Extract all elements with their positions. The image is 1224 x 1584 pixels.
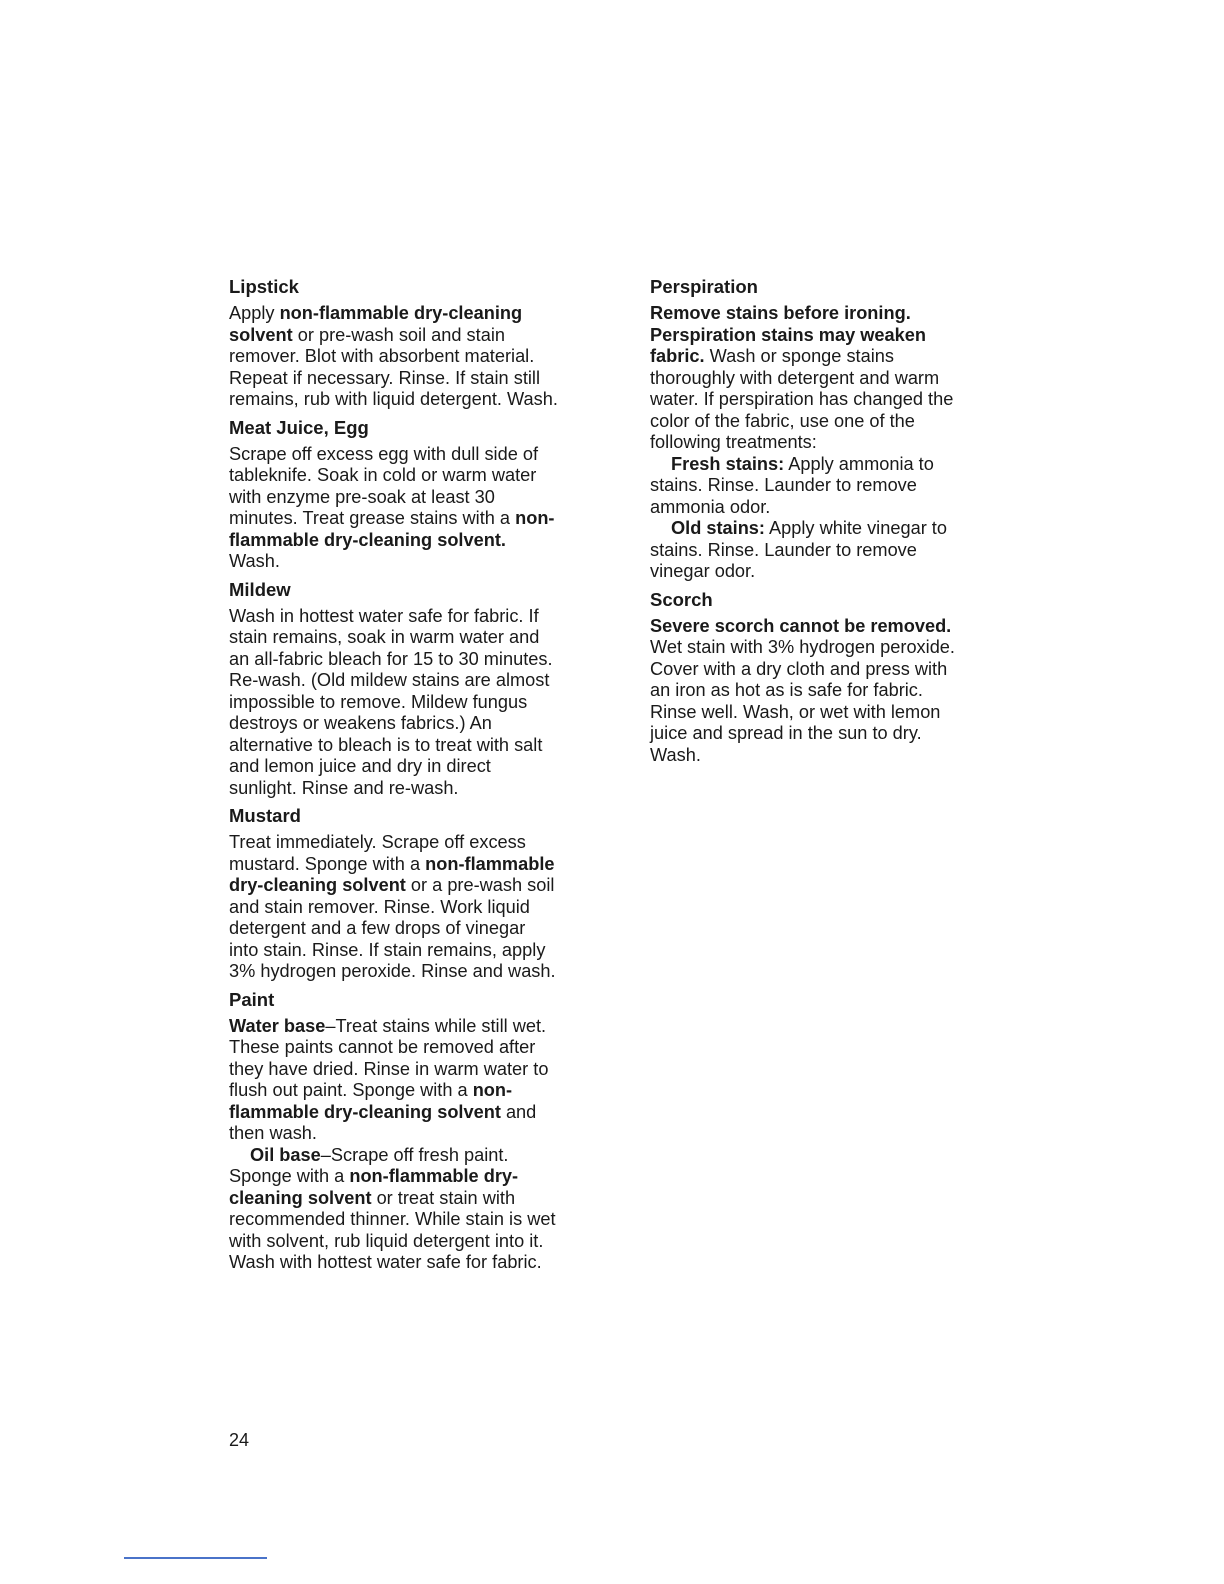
text-run: or pre-wash soil and stain remover. Blot with absorbent material. Repeat if necessary. Rinse. If stain still remains, rub with liquid detergent. Wash.	[229, 324, 558, 409]
bold-text: Oil base	[250, 1144, 321, 1165]
text-run: Scrape off excess egg with dull side of tableknife. Soak in cold or warm water with enzyme pre-soak at least 30 minutes. Treat grease stains with a	[229, 443, 539, 528]
bold-text: Remove stains before ironing. Perspiration stains may weaken fabric.	[650, 303, 926, 366]
page-number: 24	[229, 1430, 250, 1450]
section-heading: Mildew	[229, 578, 291, 600]
section-paragraph	[650, 616, 970, 767]
text-run: Wet stain with 3% hydrogen peroxide. Cover with a dry cloth and press with an iron as hot as is safe for fabric. Rinse well. Wash, or wet with lemon juice and spread in the sun to dry. Wash.	[650, 637, 955, 765]
section-paragraph	[229, 1016, 559, 1145]
text-run: Apply ammonia to stains. Rinse. Launder to remove ammonia odor.	[650, 453, 934, 517]
text-run: –Scrape off fresh paint. Sponge with a	[229, 1144, 509, 1186]
section-meat-juice-egg	[229, 417, 559, 573]
section-paragraph	[229, 832, 559, 983]
bold-text: Severe scorch cannot be removed.	[650, 615, 952, 636]
section-heading: Perspiration	[650, 276, 758, 297]
section-paragraph	[229, 303, 559, 411]
bold-text: non-flammable dry-cleaning solvent.	[229, 508, 555, 550]
text-run: Wash or sponge stains thoroughly with detergent and warm water. If perspiration has changed the color of the fabric, use one of the following treatments:	[650, 346, 954, 452]
text-run: and then wash.	[229, 1101, 537, 1143]
footer-rule	[124, 1557, 267, 1559]
section-lipstick	[229, 276, 559, 411]
bold-text: non-flammable dry-cleaning solvent	[229, 853, 555, 895]
section-paragraph	[650, 303, 970, 454]
right-column	[650, 276, 970, 772]
text-run: or a pre-wash soil and stain remover. Rinse. Work liquid detergent and a few drops of vinegar into stain. Rinse. If stain remains, apply 3% hydrogen peroxide. Rinse and wash.	[229, 875, 556, 981]
bold-text: non-flammable dry-cleaning solvent	[229, 1080, 513, 1122]
text-run: Apply	[229, 303, 280, 323]
bold-text: Fresh stains:	[671, 453, 785, 474]
section-perspiration	[650, 276, 970, 583]
section-mustard	[229, 805, 559, 983]
bold-text: non-flammable dry-cleaning solvent	[229, 1166, 519, 1208]
section-paragraph	[229, 1145, 559, 1274]
text-run: Treat immediately. Scrape off excess mustard. Sponge with a	[229, 832, 526, 874]
section-paint	[229, 989, 559, 1274]
bold-text: Water base	[229, 1015, 326, 1036]
section-mildew	[229, 579, 559, 800]
text-run: Apply white vinegar to stains. Rinse. Launder to remove vinegar odor.	[650, 518, 947, 581]
section-paragraph: Wash in hottest water safe for fabric. If stain remains, soak in warm water and an all-fabric bleach for 15 to 30 minutes. Re-wash. (Old mildew stains are almost impossible to remove. Mildew fungus destroys or weakens fabrics.) An alternative to bleach is to treat with salt and lemon juice and dry in direct sunlight. Rinse and re-wash.	[229, 605, 553, 798]
section-heading: Lipstick	[229, 276, 299, 297]
section-scorch	[650, 589, 970, 767]
text-run: –Treat stains while still wet. These paints cannot be removed after they have dried. Rinse in warm water to flush out paint. Sponge with a	[229, 1015, 549, 1100]
bold-text: Old stains:	[671, 518, 765, 538]
section-paragraph	[650, 454, 970, 519]
section-paragraph	[650, 518, 970, 583]
left-column	[229, 276, 559, 1280]
text-run: or treat stain with recommended thinner. While stain is wet with solvent, rub liquid detergent into it. Wash with hottest water safe for fabric.	[229, 1187, 556, 1272]
section-heading: Scorch	[650, 588, 713, 610]
text-run: Wash.	[229, 551, 280, 571]
section-heading: Paint	[229, 988, 275, 1010]
bold-text: non-flammable dry-cleaning solvent	[229, 303, 523, 345]
section-heading: Meat Juice, Egg	[229, 416, 369, 438]
section-paragraph	[229, 444, 559, 573]
section-heading: Mustard	[229, 805, 301, 826]
